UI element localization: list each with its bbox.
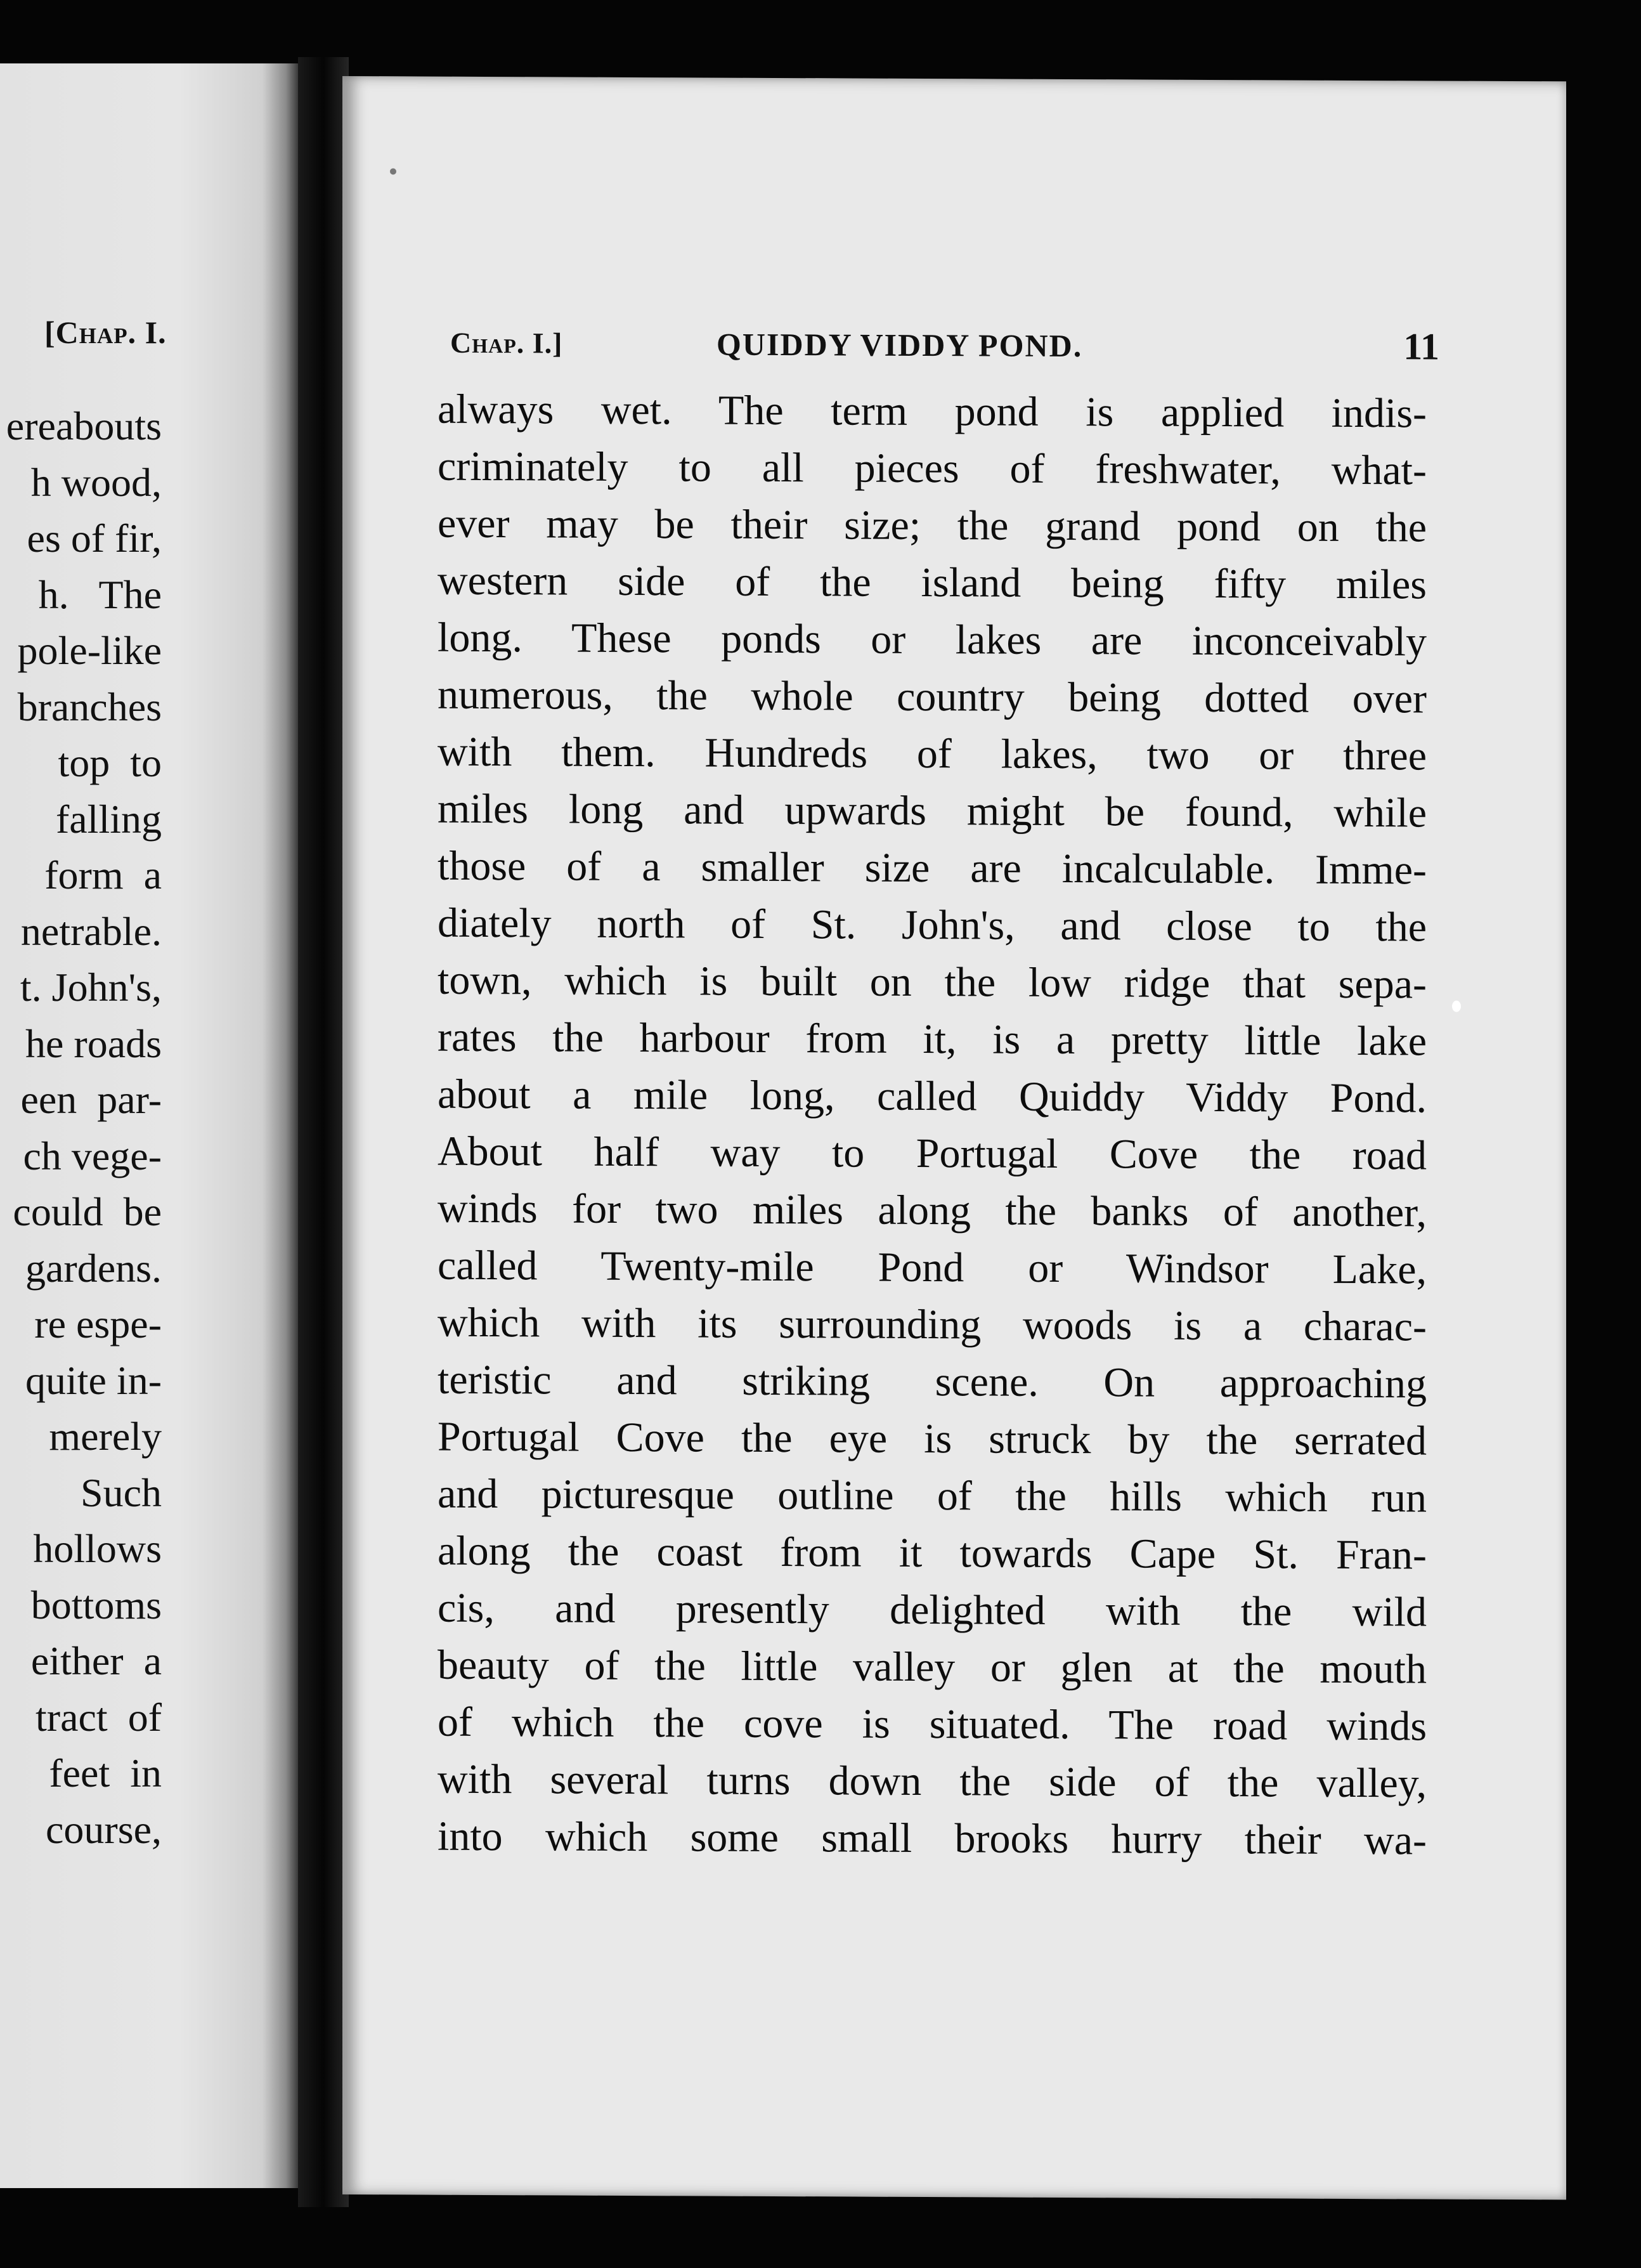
text-line: and picturesque outline of the hills which run — [438, 1470, 1427, 1522]
body-text — [438, 381, 1427, 1870]
left-text-line: either a — [30, 1638, 162, 1683]
text-line: ever may be their size; the grand pond on the — [438, 500, 1427, 551]
text-line: miles long and upwards might be found, while — [438, 785, 1427, 837]
paper-speck — [390, 168, 396, 174]
left-text-line: es of fir, — [27, 516, 162, 561]
left-text-line: netrable. — [20, 908, 162, 954]
left-text-line: quite in- — [25, 1357, 162, 1403]
left-text-line: h wood, — [30, 459, 162, 505]
right-page — [342, 76, 1566, 2200]
running-head-title: QUIDDY VIDDY POND. — [717, 326, 1083, 364]
paper-speck — [1452, 1001, 1461, 1012]
book-gutter — [298, 57, 349, 2207]
left-text-line: tract of — [36, 1694, 162, 1740]
text-line: Portugal Cove the eye is struck by the serrated — [438, 1413, 1427, 1464]
page-number: 11 — [1403, 325, 1439, 368]
text-line: along the coast from it towards Cape St. Fran- — [438, 1527, 1427, 1579]
text-line: long. These ponds or lakes are inconceivably — [438, 614, 1427, 665]
text-line: town, which is built on the low ridge that sepa- — [438, 956, 1427, 1008]
left-text-line: ereabouts — [6, 403, 162, 448]
text-line: criminately to all pieces of freshwater, what- — [438, 443, 1427, 494]
text-line: about a mile long, called Quiddy Viddy Pond. — [438, 1071, 1427, 1122]
left-text-line: h. The — [38, 571, 162, 617]
running-head-chapter: Chap. I.] — [450, 326, 563, 360]
left-text-line: top to — [58, 740, 162, 785]
text-line: which with its surrounding woods is a charac- — [438, 1299, 1427, 1350]
left-text-line: form a — [44, 852, 162, 897]
left-page — [0, 63, 298, 2188]
left-text-line: he roads — [25, 1020, 162, 1066]
left-text-line: gardens. — [25, 1245, 162, 1291]
text-line: teristic and striking scene. On approaching — [438, 1356, 1427, 1407]
text-line: western side of the island being fifty miles — [438, 557, 1427, 608]
text-line: of which the cove is situated. The road winds — [438, 1698, 1427, 1750]
left-text-line: falling — [55, 796, 162, 842]
left-text-line: Such — [81, 1470, 162, 1515]
text-line: winds for two miles along the banks of another, — [438, 1185, 1427, 1236]
text-line: diately north of St. John's, and close to the — [438, 899, 1427, 951]
text-line: those of a smaller size are incalculable. Imme- — [438, 842, 1427, 894]
text-line: with several turns down the side of the valley, — [438, 1756, 1427, 1807]
left-text-line: merely — [49, 1414, 162, 1459]
running-head — [450, 321, 1439, 370]
left-text-line: hollows — [33, 1526, 162, 1571]
left-text-line: course, — [45, 1806, 162, 1852]
left-page-text — [0, 63, 298, 2188]
left-text-line: bottoms — [30, 1582, 162, 1627]
text-line: with them. Hundreds of lakes, two or three — [438, 728, 1427, 779]
left-text-line: ch vege- — [23, 1133, 162, 1178]
text-line: beauty of the little valley or glen at the mouth — [438, 1641, 1427, 1693]
left-text-line: t. John's, — [20, 965, 162, 1010]
text-line: always wet. The term pond is applied indis- — [438, 386, 1427, 437]
text-line: cis, and presently delighted with the wild — [438, 1584, 1427, 1636]
left-text-line: could be — [13, 1189, 162, 1234]
text-line: rates the harbour from it, is a pretty little lake — [438, 1013, 1427, 1065]
left-text-line: re espe- — [34, 1301, 162, 1346]
text-line: into which some small brooks hurry their wa- — [438, 1813, 1427, 1864]
text-line: called Twenty-mile Pond or Windsor Lake, — [438, 1242, 1427, 1293]
left-text-line: branches — [17, 684, 162, 729]
left-text-line: pole-like — [17, 628, 162, 673]
left-text-line: een par- — [20, 1077, 162, 1122]
text-line: About half way to Portugal Cove the road — [438, 1128, 1427, 1179]
left-running-head: [Chap. I. — [44, 315, 167, 350]
left-text-line: feet in — [49, 1750, 162, 1796]
text-line: numerous, the whole country being dotted over — [438, 671, 1427, 722]
